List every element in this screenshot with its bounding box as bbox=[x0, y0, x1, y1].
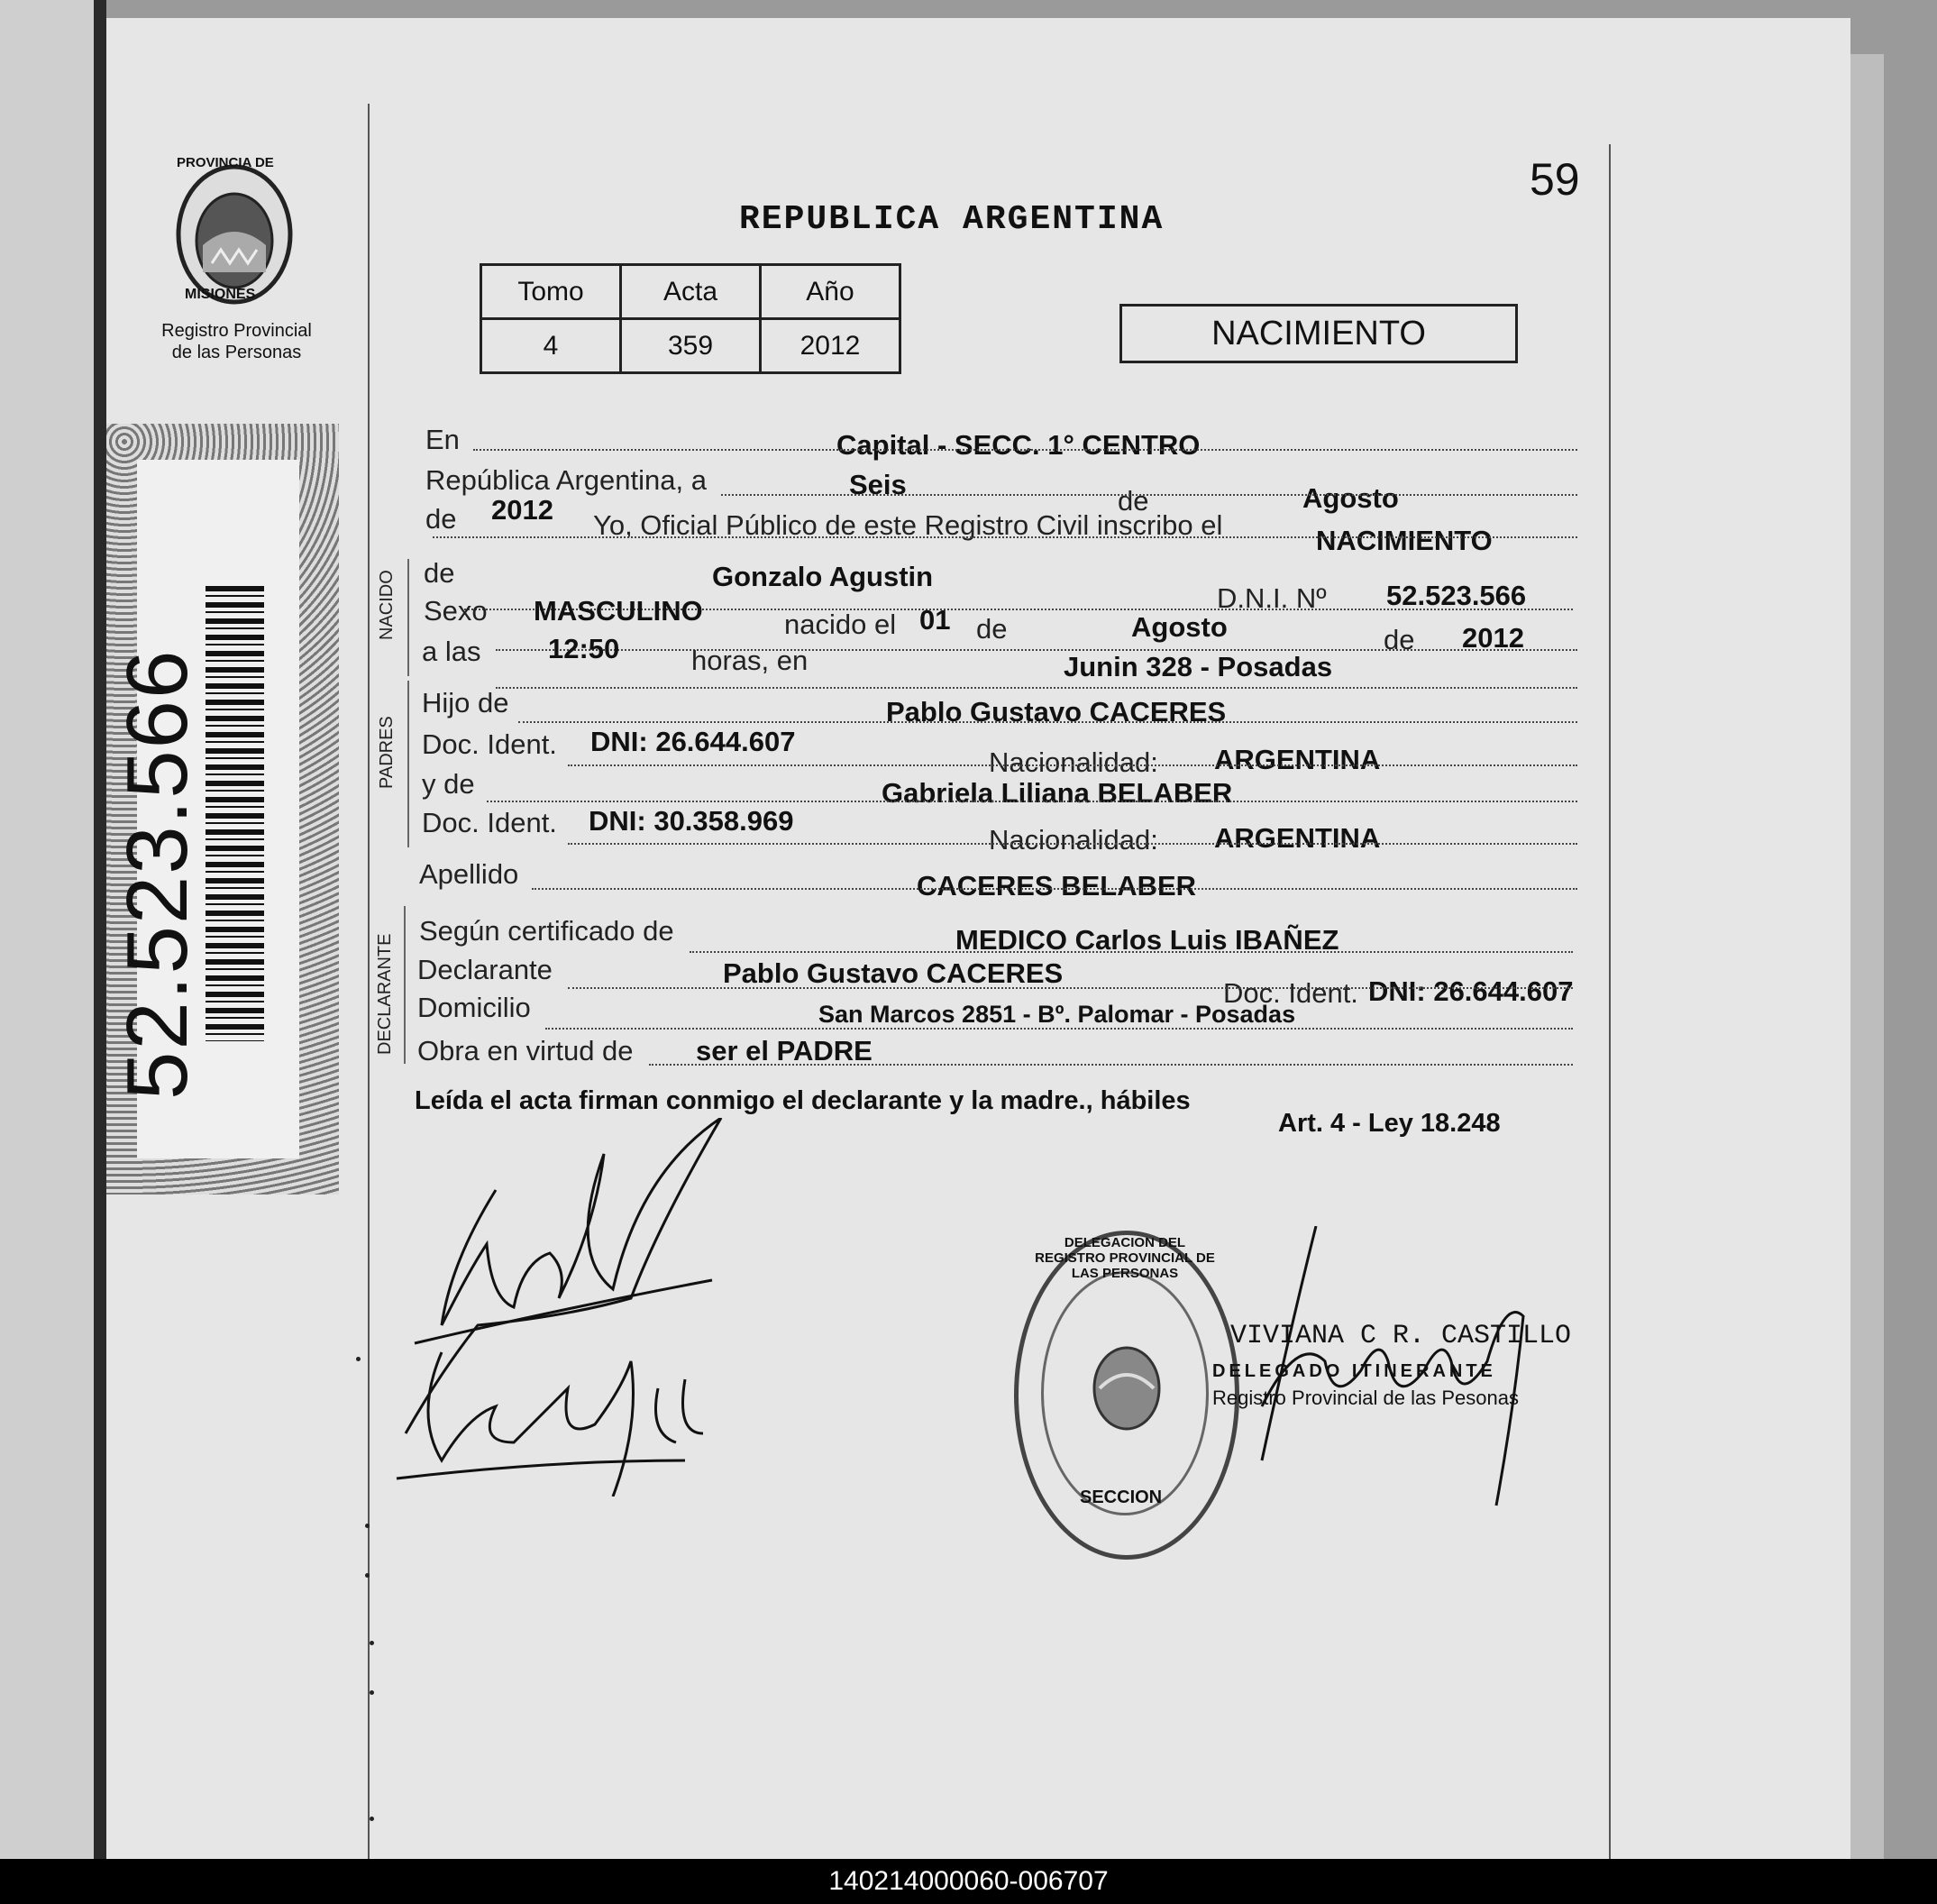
oficial-text: Yo, Oficial Público de este Registro Civil inscribo el bbox=[593, 509, 1223, 541]
barcode-icon bbox=[206, 586, 264, 1041]
tomo-value: 4 bbox=[481, 319, 621, 373]
dotted-line bbox=[487, 801, 1577, 802]
padre-doc: DNI: 26.644.607 bbox=[590, 726, 796, 757]
hora-value: 12:50 bbox=[548, 633, 620, 664]
tomo-header: Tomo bbox=[481, 265, 621, 319]
de-anio-label: de bbox=[425, 503, 457, 535]
domicilio-label: Domicilio bbox=[417, 992, 531, 1023]
nac-anio: 2012 bbox=[1462, 622, 1524, 654]
dotted-line bbox=[649, 1064, 1573, 1066]
republica-label: República Argentina, a bbox=[425, 464, 707, 496]
logo-bottom-text: MISIONES bbox=[185, 287, 256, 302]
dotted-line bbox=[568, 843, 1577, 845]
certificado-label: Según certificado de bbox=[419, 915, 674, 947]
dia-value: Seis bbox=[849, 469, 907, 500]
dotted-line bbox=[545, 1028, 1573, 1030]
sexo-value: MASCULINO bbox=[534, 595, 703, 627]
padre-nac-label: Nacionalidad: bbox=[989, 746, 1158, 778]
dotted-line bbox=[721, 494, 1577, 496]
registry-line2: de las Personas bbox=[171, 343, 302, 362]
nac-anio-de-label: de bbox=[1384, 624, 1415, 655]
sexo-label: Sexo bbox=[424, 595, 488, 627]
section-line-declarante bbox=[404, 906, 406, 1064]
apellido-value: CACERES BELABER bbox=[917, 870, 1197, 902]
left-page bbox=[0, 0, 104, 1859]
certificado-value: MEDICO Carlos Luis IBAÑEZ bbox=[955, 924, 1339, 956]
law-text: Art. 4 - Ley 18.248 bbox=[1278, 1109, 1501, 1138]
margin-dot bbox=[370, 1641, 374, 1645]
nac-mes: Agosto bbox=[1131, 611, 1228, 643]
inscribo-value: NACIMIENTO bbox=[1316, 525, 1493, 556]
obra-label: Obra en virtud de bbox=[417, 1035, 634, 1066]
obra-value: ser el PADRE bbox=[696, 1035, 873, 1066]
dni-label: D.N.I. Nº bbox=[1217, 582, 1327, 614]
margin-dot bbox=[365, 1573, 370, 1578]
yde-label: y de bbox=[422, 768, 475, 800]
alas-label: a las bbox=[422, 636, 481, 667]
margin-dot bbox=[370, 1817, 374, 1821]
dni-value: 52.523.566 bbox=[1386, 580, 1527, 611]
margin-dot bbox=[356, 1357, 361, 1361]
declarante-value: Pablo Gustavo CACERES bbox=[723, 957, 1064, 989]
dotted-line bbox=[532, 888, 1577, 890]
country-title: REPUBLICA ARGENTINA bbox=[739, 200, 1165, 239]
margin-dot bbox=[370, 1690, 374, 1695]
tomo-acta-table bbox=[480, 263, 901, 374]
en-label: En bbox=[425, 424, 460, 455]
dotted-line bbox=[518, 721, 1577, 723]
registry-line1: Registro Provincial bbox=[161, 321, 312, 341]
madre-doc: DNI: 30.358.969 bbox=[589, 805, 794, 837]
stamp-name: VIVIANA C R. CASTILLO bbox=[1230, 1321, 1572, 1351]
margin-line bbox=[368, 104, 370, 1859]
anio-value: 2012 bbox=[761, 319, 900, 373]
lugar-value: Junin 328 - Posadas bbox=[1064, 651, 1333, 682]
section-line-nacido bbox=[407, 559, 409, 676]
padre-value: Pablo Gustavo CACERES bbox=[886, 696, 1227, 728]
padre-doc-label: Doc. Ident. bbox=[422, 728, 557, 760]
mes-value: Agosto bbox=[1302, 482, 1399, 514]
declarante-label: Declarante bbox=[417, 954, 553, 985]
nac-de-label: de bbox=[976, 613, 1008, 645]
side-label-declarante: DECLARANTE bbox=[375, 933, 395, 1055]
declarante-doc: DNI: 26.644.607 bbox=[1368, 975, 1574, 1007]
side-label-padres: PADRES bbox=[377, 716, 397, 789]
madre-nac-label: Nacionalidad: bbox=[989, 824, 1158, 856]
en-value: Capital - SECC. 1° CENTRO bbox=[836, 429, 1201, 461]
acta-header: Acta bbox=[621, 265, 761, 319]
de-label: de bbox=[1118, 485, 1149, 517]
padre-nac: ARGENTINA bbox=[1214, 744, 1381, 775]
stamp-office: Registro Provincial de las Pesonas bbox=[1212, 1387, 1519, 1409]
section-line-padres bbox=[407, 681, 409, 847]
dotted-line bbox=[473, 449, 1577, 451]
coat-of-arms-icon bbox=[1091, 1343, 1163, 1433]
barcode-number: 52.523.566 bbox=[109, 648, 206, 1100]
margin-dot bbox=[365, 1524, 370, 1528]
dotted-line bbox=[568, 764, 1577, 766]
act-type-box: NACIMIENTO bbox=[1119, 304, 1518, 363]
dotted-line bbox=[690, 951, 1573, 953]
nacido-label: nacido el bbox=[784, 609, 897, 640]
nombre-label: de bbox=[424, 557, 455, 589]
stamp-role: DELEGADO ITINERANTE bbox=[1212, 1361, 1496, 1381]
declarant-signature-icon bbox=[388, 1118, 748, 1497]
side-label-nacido: NACIDO bbox=[377, 570, 397, 640]
horas-label: horas, en bbox=[691, 645, 809, 676]
closing-text: Leída el acta firman conmigo el declarante y la madre., hábiles bbox=[415, 1086, 1191, 1115]
acta-value: 359 bbox=[621, 319, 761, 373]
declarante-doc-label: Doc. Ident. bbox=[1223, 977, 1358, 1009]
footer-code: 140214000060-006707 bbox=[0, 1859, 1937, 1904]
seal-section: SECCION bbox=[1080, 1488, 1163, 1507]
right-margin-line bbox=[1609, 144, 1611, 1859]
madre-doc-label: Doc. Ident. bbox=[422, 807, 557, 838]
nac-dia: 01 bbox=[919, 604, 951, 636]
anio-header: Año bbox=[761, 265, 900, 319]
madre-nac: ARGENTINA bbox=[1214, 822, 1381, 854]
hijo-label: Hijo de bbox=[422, 687, 509, 719]
seal-text: DELEGACION DEL REGISTRO PROVINCIAL DE LAS PERSONAS bbox=[1035, 1235, 1215, 1281]
dotted-line bbox=[568, 987, 1573, 989]
dotted-line bbox=[433, 536, 1577, 538]
anio-value: 2012 bbox=[491, 494, 553, 526]
dotted-line bbox=[496, 649, 1577, 651]
madre-value: Gabriela Liliana BELABER bbox=[882, 777, 1233, 809]
domicilio-value: San Marcos 2851 - Bº. Palomar - Posadas bbox=[818, 1001, 1296, 1028]
book-spine bbox=[94, 0, 106, 1859]
logo-top-text: PROVINCIA DE bbox=[177, 155, 274, 170]
dotted-line bbox=[496, 687, 1577, 689]
page-number: 59 bbox=[1530, 154, 1580, 205]
nombre-value: Gonzalo Agustin bbox=[712, 561, 934, 592]
apellido-label: Apellido bbox=[419, 858, 519, 890]
